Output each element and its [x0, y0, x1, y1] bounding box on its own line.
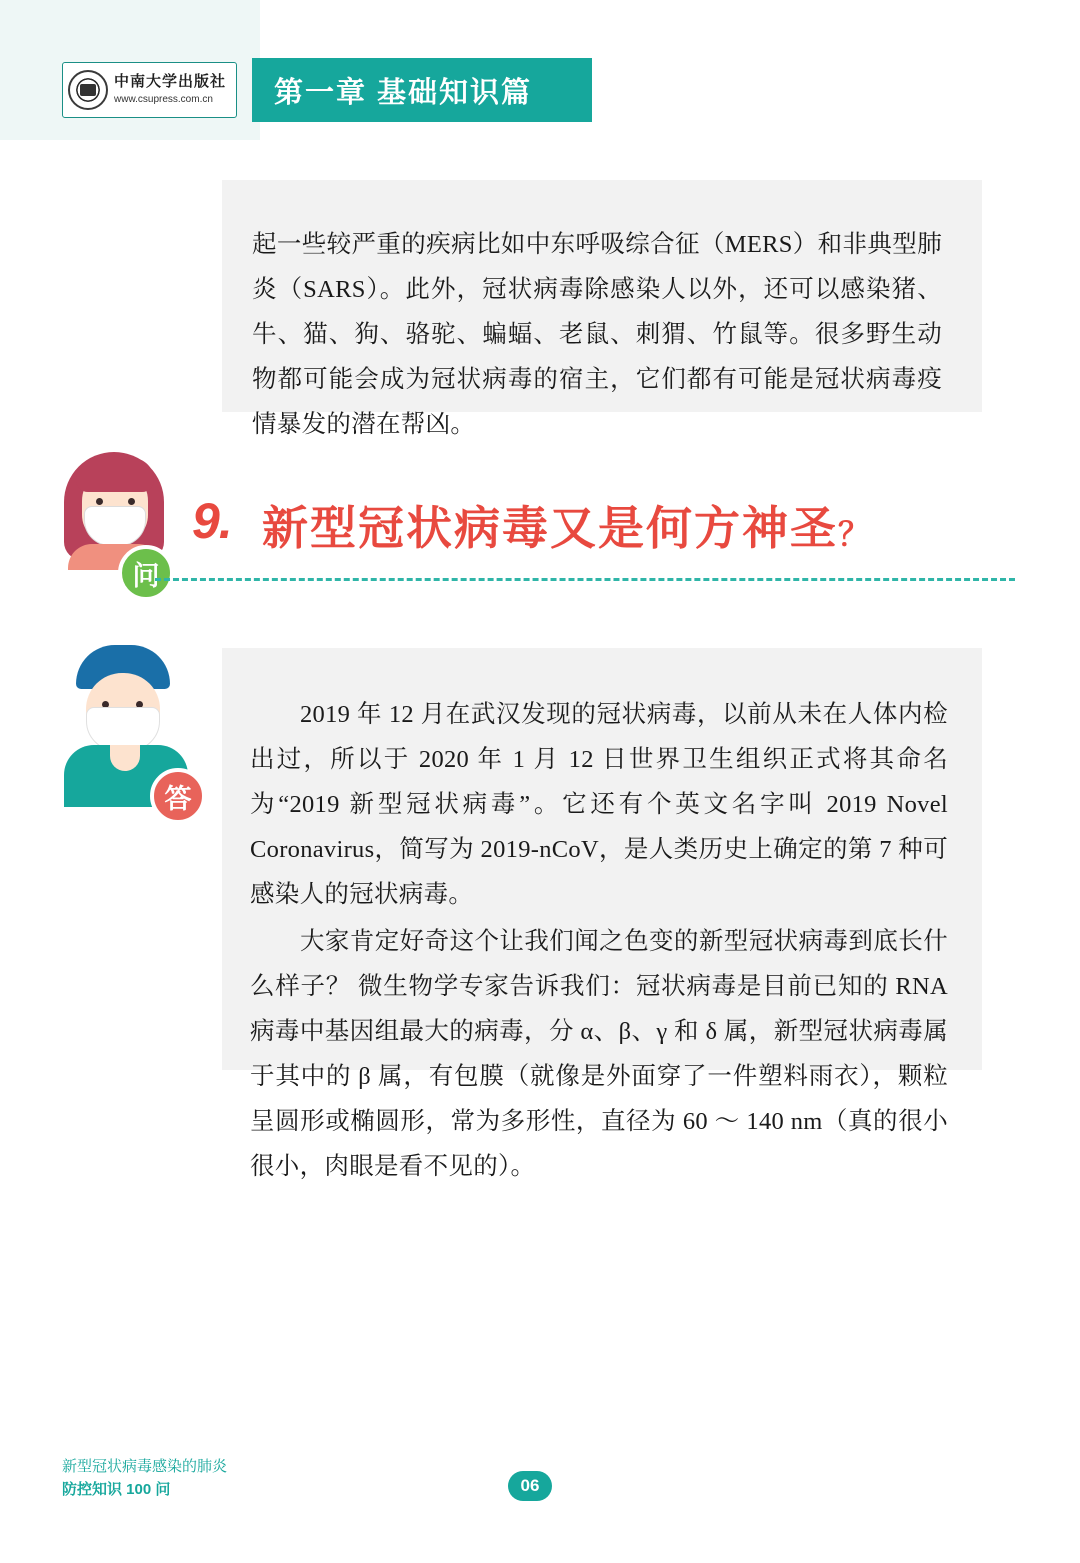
chapter-banner — [252, 58, 592, 122]
book-seal-icon — [68, 70, 108, 110]
ask-badge: 问 — [118, 545, 174, 601]
publisher-name: 中南大学出版社 — [114, 74, 227, 91]
page-number-badge: 06 — [508, 1471, 552, 1501]
question-mark: ？ — [838, 515, 873, 552]
chapter-title: 第一章 基础知识篇 — [274, 76, 533, 109]
publisher-url: www.csupress.com.cn — [114, 94, 213, 106]
question-number: 9. — [192, 493, 232, 549]
question-divider — [155, 578, 1015, 581]
answer-paragraph-1: 2019 年 12 月在武汉发现的冠状病毒，以前从未在人体内检出过，所以于 2020 年 1 月 12 日世界卫生组织正式将其命名为“2019 新型冠状病毒”。它还有个英文名字叫 2019 Novel Coronavirus，简写为 2019-nCoV，是人类历史上确定的第 7 种可感染人的冠状病毒。 — [250, 701, 948, 908]
answer-badge: 答 — [150, 768, 206, 824]
question-title-text: 新型冠状病毒又是何方神圣 — [262, 502, 838, 554]
publisher-logo — [62, 62, 237, 118]
avatar-eye-left — [96, 498, 103, 505]
avatar-eye-right — [128, 498, 135, 505]
publisher-text — [114, 74, 226, 106]
answer-paragraph-2: 大家肯定好奇这个让我们闻之色变的新型冠状病毒到底长什么样子？ 微生物学专家告诉我们：冠状病毒是目前已知的 RNA 病毒中基因组最大的病毒，分 α、β、γ 和 δ 属，新型冠状病毒属于其中的 β 属，有包膜（就像是外面穿了一件塑料雨衣），颗粒呈圆形或椭圆形，常为多形性，直径为 60 ～ 140 nm（真的很小很小，肉眼是看不见的）。 — [250, 928, 948, 1180]
intro-text-block — [222, 180, 982, 438]
footer-title-line-2: 防控知识 100 问 — [62, 1480, 171, 1498]
answer-text-block — [222, 648, 982, 1180]
page-header — [0, 0, 1080, 140]
footer-book-title — [62, 1456, 227, 1501]
avatar-fringe — [76, 458, 154, 492]
footer-title-line-1: 新型冠状病毒感染的肺炎 — [62, 1458, 228, 1475]
question-title — [262, 492, 872, 558]
intro-paragraph: 起一些较严重的疾病比如中东呼吸综合征（MERS）和非典型肺炎（SARS）。此外，冠状病毒除感染人以外，还可以感染猪、牛、猫、狗、骆驼、蝙蝠、老鼠、刺猬、竹鼠等。很多野生动物都可能会成为冠状病毒的宿主，它们都有可能是冠状病毒疫情暴发的潜在帮凶。 — [252, 231, 942, 438]
